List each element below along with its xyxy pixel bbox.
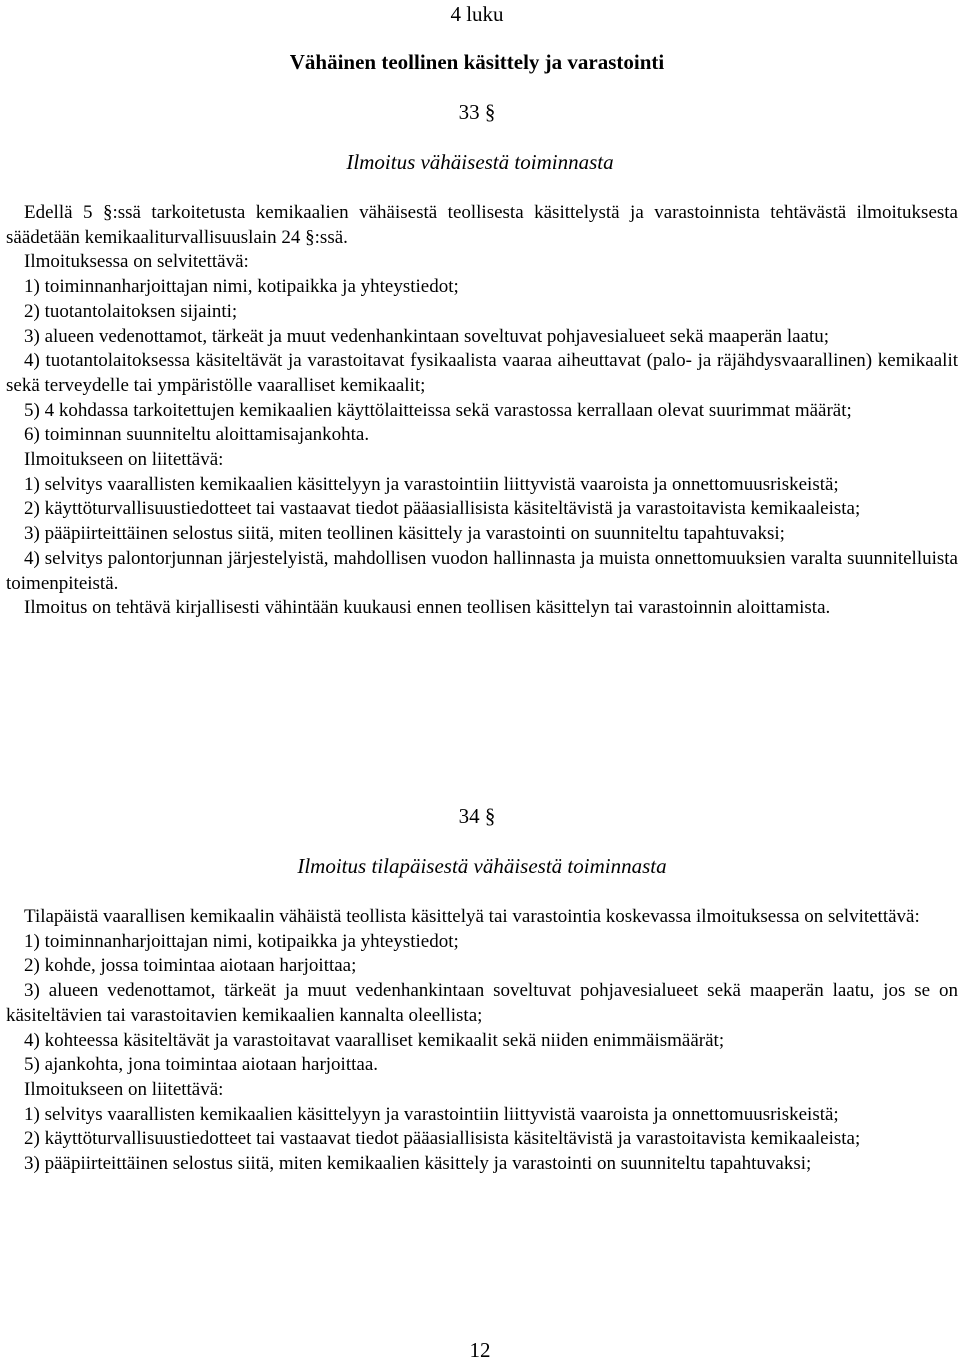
list-item: 3) alueen vedenottamot, tärkeät ja muut vedenhankintaan soveltuvat pohjavesialueet sekä maaperän laatu; (24, 325, 830, 347)
list-item: 4) kohteessa käsiteltävät ja varastoitavat vaaralliset kemikaalit sekä niiden enimmäismäärät; (24, 1029, 725, 1051)
section-33-body (6, 201, 958, 621)
list-item: 1) toiminnanharjoittajan nimi, kotipaikka ja yhteystiedot; (24, 930, 459, 952)
paragraph: Ilmoitukseen on liitettävä: (24, 1078, 224, 1100)
list-item: 6) toiminnan suunniteltu aloittamisajankohta. (24, 424, 370, 446)
list-item: 1) selvitys vaarallisten kemikaalien käsittelyyn ja varastointiin liittyvistä vaaroista ja onnettomuusriskeistä; (24, 473, 839, 495)
chapter-title: Vähäinen teollinen käsittely ja varastointi (289, 50, 665, 74)
section-34-heading: Ilmoitus tilapäisestä vähäisestä toiminnasta (297, 854, 667, 878)
list-item: 5) 4 kohdassa tarkoitettujen kemikaalien käyttölaitteissa sekä varastossa kerrallaan olevat suurimmat määrät; (24, 399, 852, 421)
list-item: 1) toiminnanharjoittajan nimi, kotipaikka ja yhteystiedot; (24, 276, 459, 298)
list-item: 2) tuotantolaitoksen sijainti; (24, 300, 238, 322)
list-item: 5) ajankohta, jona toimintaa aiotaan harjoittaa. (24, 1054, 379, 1076)
paragraph: Ilmoitukseen on liitettävä: (24, 449, 224, 471)
list-item: 2) kohde, jossa toimintaa aiotaan harjoittaa; (24, 955, 357, 977)
list-item: 2) käyttöturvallisuustiedotteet tai vastaavat tiedot pääasiallisista käsiteltävistä ja varastoitavista kemikaaleista; (24, 1128, 861, 1150)
list-item: 1) selvitys vaarallisten kemikaalien käsittelyyn ja varastointiin liittyvistä vaaroista ja onnettomuusriskeistä; (24, 1103, 839, 1125)
paragraph: Edellä 5 §:ssä tarkoitetusta kemikaalien vähäisestä teollisesta käsittelystä ja varastoinnista tehtävästä ilmoituksesta säädetään kemikaaliturvallisuuslain 24 §:ssä. (6, 202, 958, 248)
list-item: 3) pääpiirteittäinen selostus siitä, miten teollinen käsittely ja varastointi on suunniteltu tapahtuvaksi; (24, 523, 785, 545)
section-34-body (6, 905, 958, 1177)
list-item: 3) alueen vedenottamot, tärkeät ja muut vedenhankintaan soveltuvat pohjavesialueet sekä maaperän laatu, jos se on käsiteltävien tai varastoitavien kemikaalien kannalta oleellista; (6, 980, 958, 1026)
chapter-label: 4 luku (450, 2, 504, 26)
list-item: 2) käyttöturvallisuustiedotteet tai vastaavat tiedot pääasiallisista käsiteltävistä ja varastoitavista kemikaaleista; (24, 498, 861, 520)
section-33-heading: Ilmoitus vähäisestä toiminnasta (346, 150, 614, 174)
list-item: 3) pääpiirteittäinen selostus siitä, miten kemikaalien käsittely ja varastointi on suunniteltu tapahtuvaksi; (24, 1153, 812, 1175)
section-34-number: 34 § (458, 804, 496, 828)
list-item: 4) selvitys palontorjunnan järjestelyistä, mahdollisen vuodon hallinnasta ja muista onnettomuuksien varalta suunnitelluista toimenpiteistä. (6, 547, 958, 594)
paragraph: Tilapäistä vaarallisen kemikaalin vähäistä teollista käsittelyä tai varastointia koskevassa ilmoituksessa on selvitettävä: (24, 906, 920, 927)
paragraph: Ilmoitus on tehtävä kirjallisesti vähintään kuukausi ennen teollisen käsittelyn tai varastoinnin aloittamista. (24, 597, 831, 619)
list-item: 4) tuotantolaitoksessa käsiteltävät ja varastoitavat fysikaalista vaaraa aiheuttavat (palo- ja räjähdysvaarallinen) kemikaalit sekä terveydelle tai ympäristölle vaaralliset kemikaalit; (6, 350, 958, 396)
paragraph: Ilmoituksessa on selvitettävä: (24, 251, 249, 273)
page-number: 12 (469, 1338, 491, 1362)
section-33-number: 33 § (458, 100, 496, 124)
